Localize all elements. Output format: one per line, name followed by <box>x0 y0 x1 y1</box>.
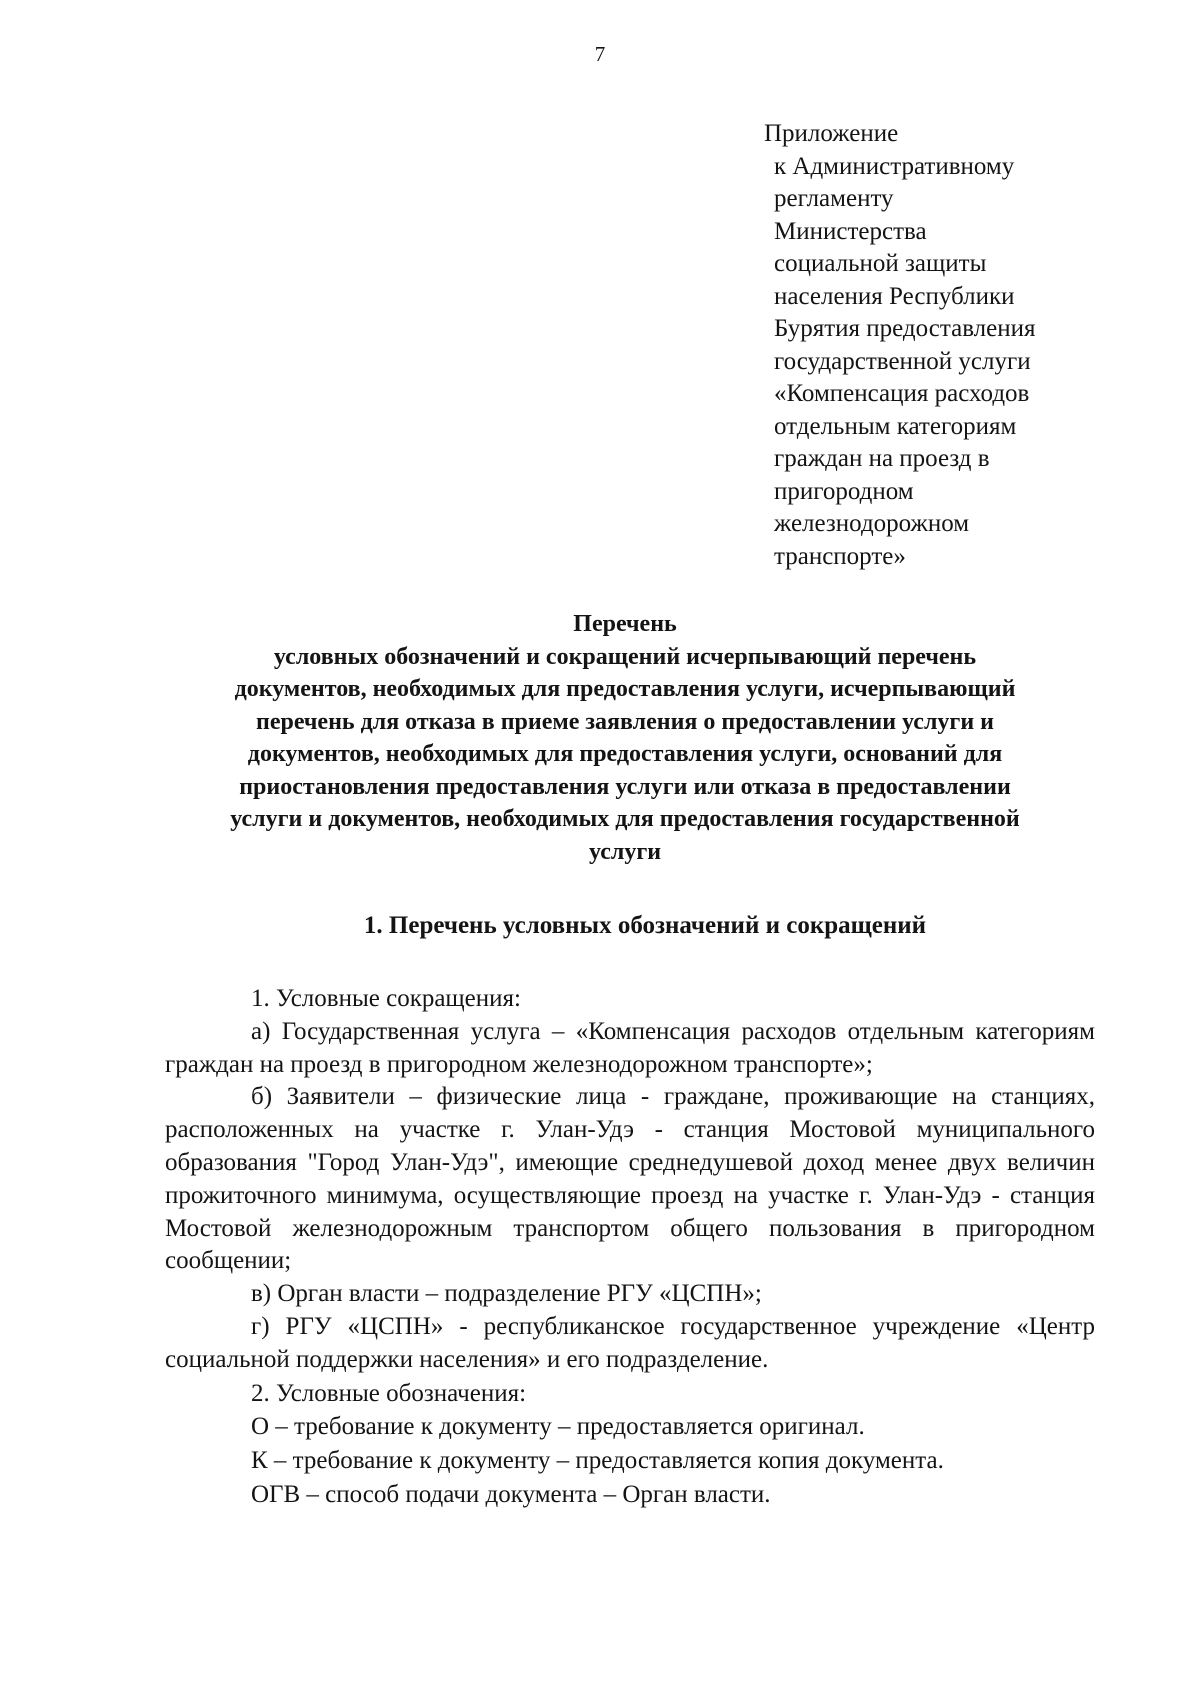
appendix-line: государственной услуги <box>774 347 1031 375</box>
paragraph: 1. Условные сокращения: <box>251 985 521 1012</box>
appendix-line: Бурятия предоставления <box>774 315 1036 342</box>
appendix-line: социальной защиты <box>774 250 987 277</box>
title-line: условных обозначений и сокращений исчерпывающий перечень <box>273 643 977 670</box>
appendix-line: железнодорожном <box>774 510 970 537</box>
paragraph: в) Орган власти – подразделение РГУ «ЦСПН»; <box>251 1280 762 1308</box>
appendix-line: регламенту <box>774 185 894 212</box>
title-line: документов, необходимых для предоставления услуги, оснований для <box>247 741 1003 767</box>
title-line: услуги <box>588 838 662 865</box>
title-line: Перечень <box>573 611 677 637</box>
title-line: услуги и документов, необходимых для предоставления государственной <box>230 806 1020 832</box>
body-text <box>165 983 1095 1512</box>
appendix-line: к Административному <box>774 152 1015 180</box>
appendix-line: населения Республики <box>774 282 1015 310</box>
paragraph: г) РГУ «ЦСПН» - республиканское государственное учреждение «Центр социальной поддержки населения» и его подразделение. <box>165 1312 1095 1373</box>
appendix-line: пригородном <box>774 477 914 505</box>
appendix-line: граждан на проезд в <box>774 445 990 472</box>
paragraph: ОГВ – способ подачи документа – Орган власти. <box>251 1480 771 1508</box>
title-line: приостановления предоставления услуги или отказа в предоставлении <box>239 773 1011 800</box>
paragraph: 2. Условные обозначения: <box>251 1379 527 1407</box>
appendix-block <box>764 118 1036 573</box>
appendix-line: Приложение <box>764 120 899 147</box>
title-line: перечень для отказа в приеме заявления о предоставлении услуги и <box>256 708 994 735</box>
document-title <box>150 608 1100 868</box>
title-line: документов, необходимых для предоставления услуги, исчерпывающий <box>234 676 1016 702</box>
appendix-line: транспорте» <box>774 542 906 570</box>
section-heading: 1. Перечень условных обозначений и сокращений <box>363 912 927 939</box>
appendix-line: Министерства <box>774 217 927 245</box>
page-number: 7 <box>594 42 606 66</box>
appendix-line: отдельным категориям <box>774 412 1017 440</box>
paragraph: б) Заявители – физические лица - граждане, проживающие на станциях, расположенных на участке г. Улан-Удэ - станция Мостовой муниципального образования "Город Улан-Удэ", имеющие среднедушевой доход менее двух величин прожиточного минимума, осуществляющие проезд на участке г. Улан-Удэ - станция Мостовой железнодорожным транспортом общего пользования в пригородном сообщении; <box>165 1083 1095 1275</box>
paragraph: К – требование к документу – предоставляется копия документа. <box>251 1447 944 1475</box>
appendix-line: «Компенсация расходов <box>774 380 1030 407</box>
paragraph: а) Государственная услуга – «Компенсация расходов отдельным категориям граждан на проезд в пригородном железнодорожном транспорте»; <box>165 1017 1095 1078</box>
paragraph: О – требование к документу – предоставляется оригинал. <box>251 1413 865 1441</box>
